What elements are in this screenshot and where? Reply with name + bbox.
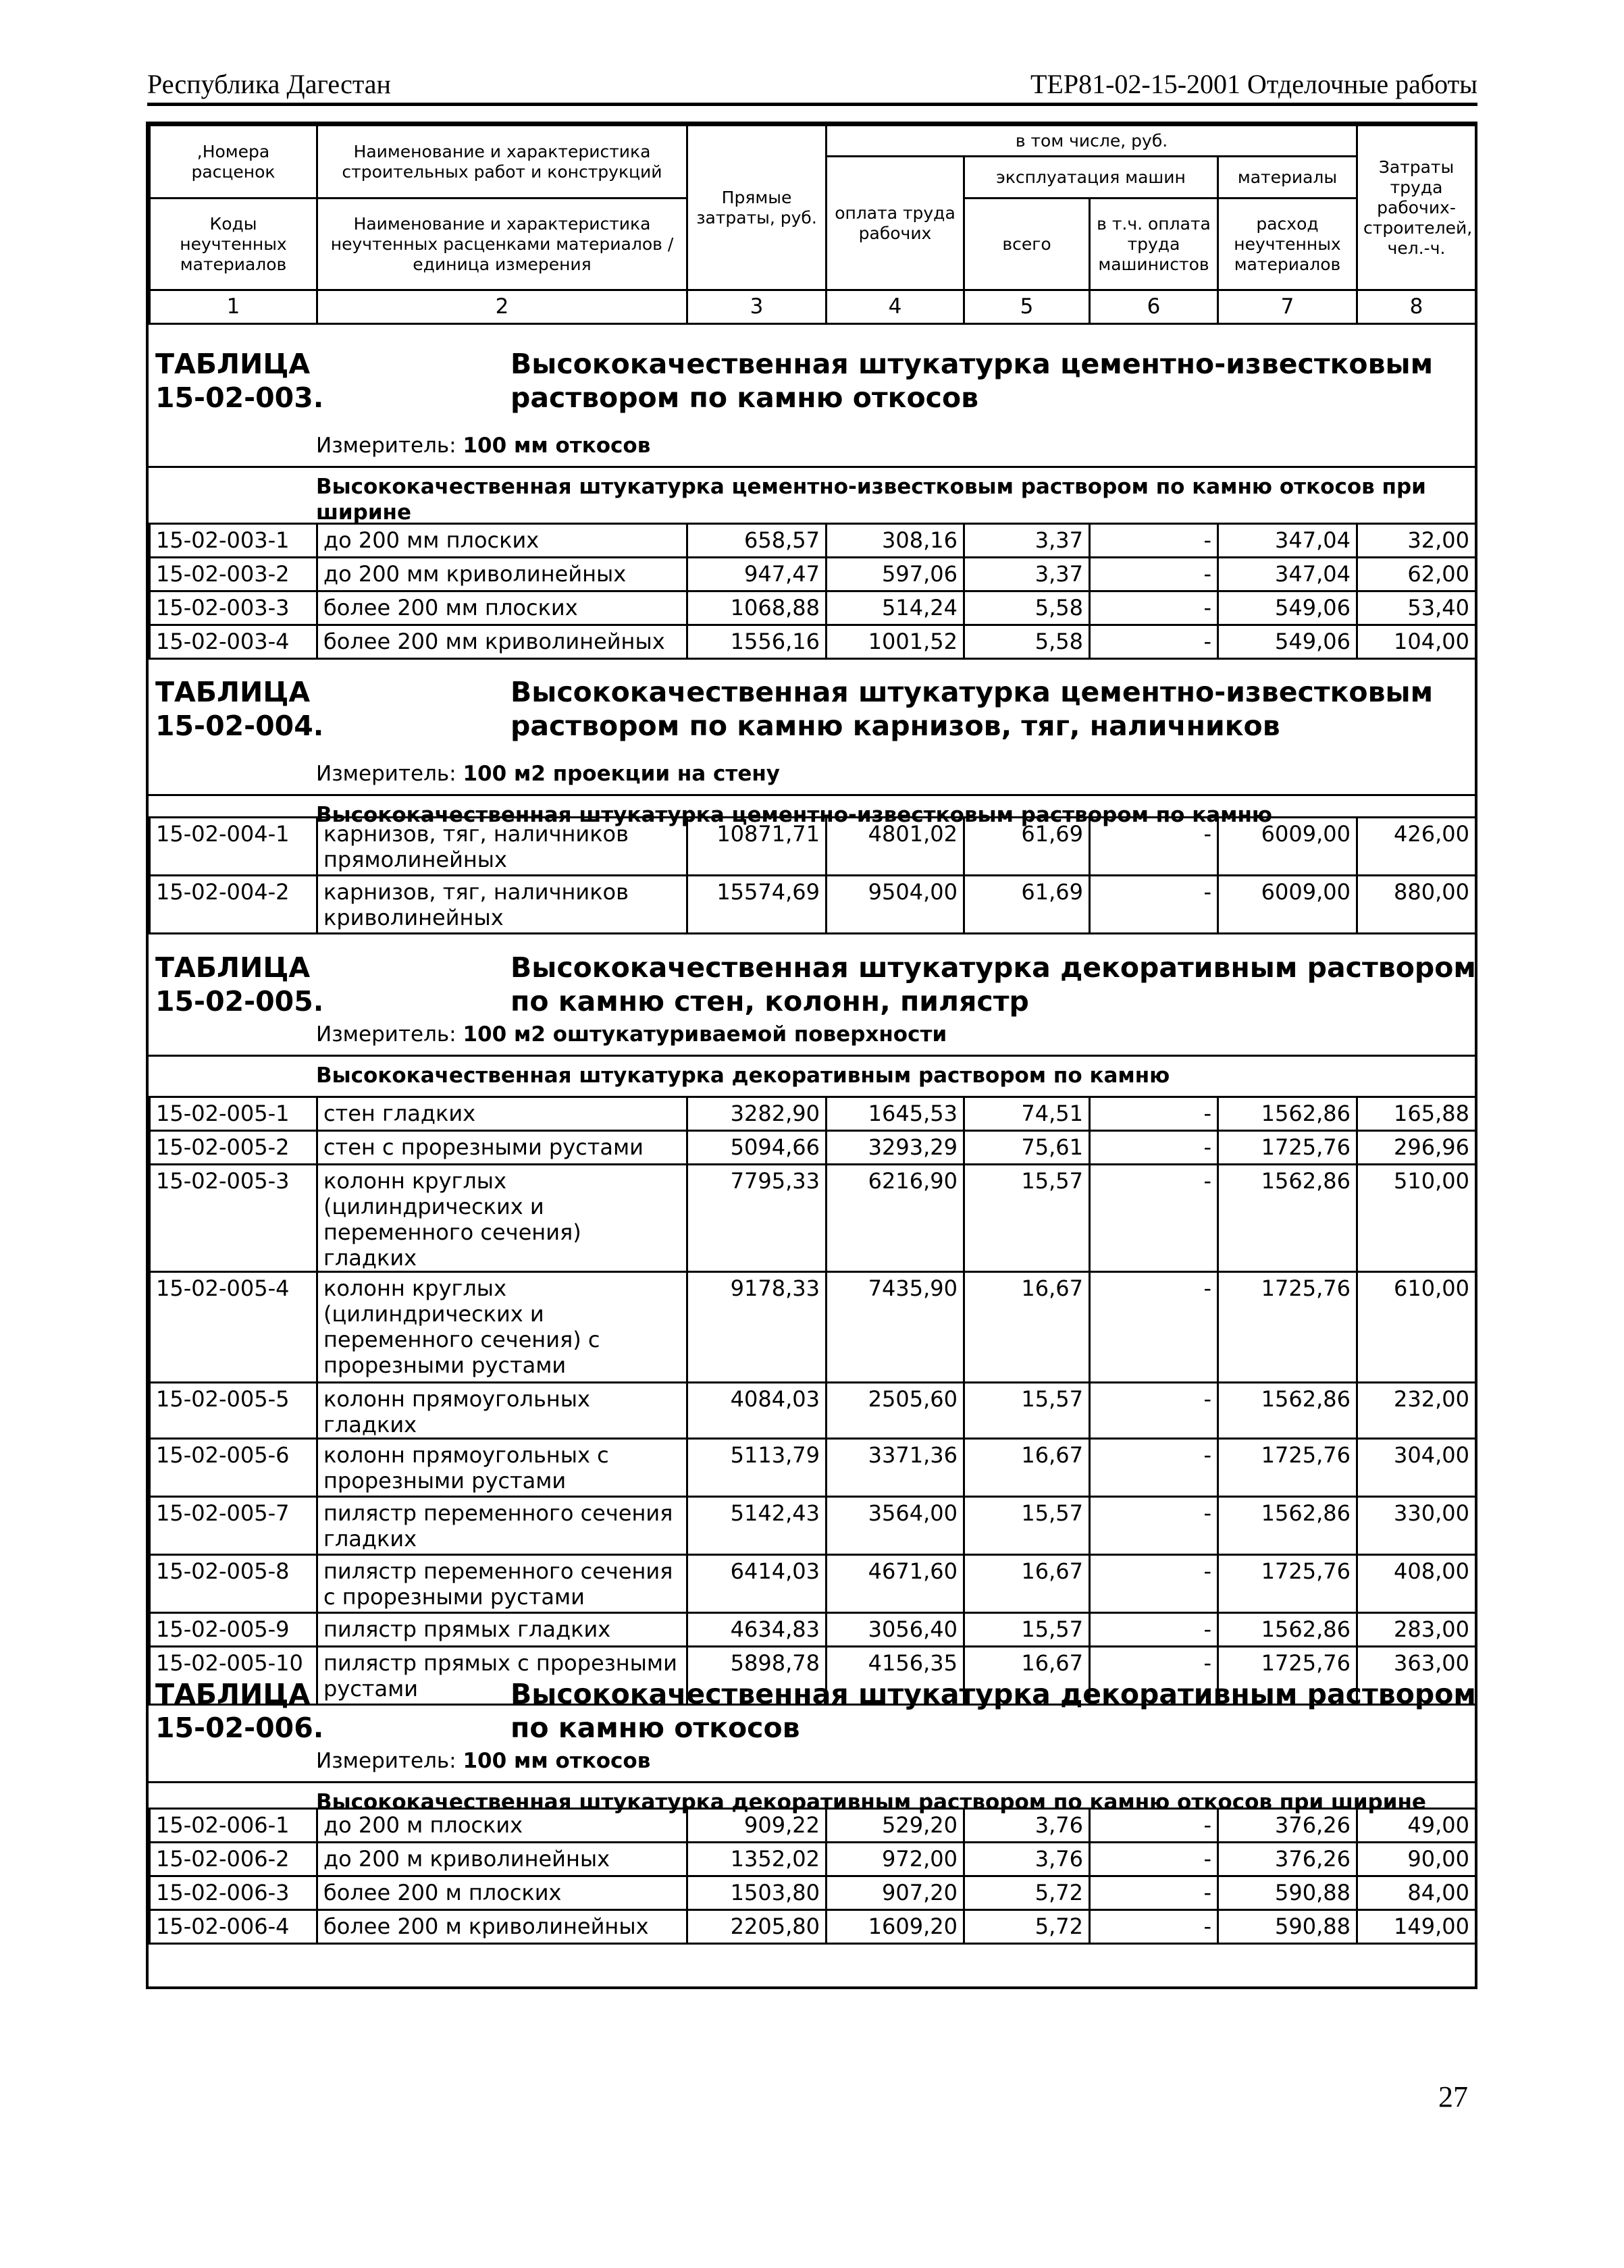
materials-cost: 549,06 (1218, 591, 1357, 625)
running-head-left: Республика Дагестан (147, 69, 391, 99)
machine-cost: 61,69 (964, 818, 1090, 876)
direct-cost: 2205,80 (687, 1910, 827, 1944)
operator-cost: - (1090, 1843, 1218, 1876)
rate-code: 15-02-005-8 (150, 1555, 317, 1613)
labor-hours: 296,96 (1357, 1131, 1476, 1165)
operator-cost: - (1090, 1131, 1218, 1165)
work-name: более 200 м криволинейных (317, 1910, 687, 1944)
direct-cost: 5113,79 (687, 1439, 827, 1497)
machine-cost: 5,72 (964, 1910, 1090, 1944)
operator-cost: - (1090, 1165, 1218, 1272)
machine-cost: 15,57 (964, 1165, 1090, 1272)
rate-code: 15-02-006-2 (150, 1843, 317, 1876)
work-name: более 200 м плоских (317, 1876, 687, 1910)
table-row (150, 1165, 1476, 1272)
meter-value: 100 мм откосов (463, 1749, 651, 1773)
materials-cost: 6009,00 (1218, 818, 1357, 876)
table-row (150, 1439, 1476, 1497)
table-row (150, 1555, 1476, 1613)
machine-cost: 16,67 (964, 1439, 1090, 1497)
col-number: 1 (150, 290, 317, 324)
materials-cost: 376,26 (1218, 1843, 1357, 1876)
machine-cost: 3,76 (964, 1843, 1090, 1876)
operator-cost: - (1090, 1272, 1218, 1383)
direct-cost: 1352,02 (687, 1843, 827, 1876)
machine-cost: 16,67 (964, 1555, 1090, 1613)
labor-cost: 4801,02 (827, 818, 964, 876)
labor-hours: 283,00 (1357, 1613, 1476, 1647)
materials-cost: 1562,86 (1218, 1613, 1357, 1647)
meter-value: 100 м2 проекции на стену (463, 762, 780, 786)
header-group: в том числе, руб. (827, 126, 1357, 157)
meter-label: Измеритель: (316, 433, 456, 458)
header-col1-bottom: Коды неучтенных материалов (150, 199, 317, 290)
materials-cost: 347,04 (1218, 558, 1357, 591)
work-name: более 200 мм криволинейных (317, 625, 687, 659)
rate-code: 15-02-005-6 (150, 1439, 317, 1497)
page-number: 27 (1438, 2080, 1468, 2113)
work-name: пилястр прямых с прорезными рустами (317, 1647, 687, 1705)
rate-code: 15-02-005-9 (150, 1613, 317, 1647)
rate-table (149, 1808, 1477, 1945)
rate-code: 15-02-006-4 (150, 1910, 317, 1944)
labor-hours: 62,00 (1357, 558, 1476, 591)
work-name: до 200 м криволинейных (317, 1843, 687, 1876)
machine-cost: 61,69 (964, 876, 1090, 934)
work-name: пилястр прямых гладких (317, 1613, 687, 1647)
running-head (147, 62, 1477, 106)
table-row (150, 591, 1476, 625)
materials-cost: 1562,86 (1218, 1497, 1357, 1555)
header-col6: в т.ч. оплата труда машинистов (1090, 199, 1218, 290)
labor-cost: 7435,90 (827, 1272, 964, 1383)
labor-hours: 49,00 (1357, 1809, 1476, 1843)
table-row (150, 1497, 1476, 1555)
work-name: стен гладких (317, 1097, 687, 1131)
direct-cost: 4634,83 (687, 1613, 827, 1647)
rate-code: 15-02-004-2 (150, 876, 317, 934)
table-row (150, 876, 1476, 934)
table-subheading: Высококачественная штукатурка декоративным раствором по камню (316, 1063, 1170, 1088)
table-title (155, 951, 1476, 1018)
operator-cost: - (1090, 524, 1218, 558)
materials-cost: 6009,00 (1218, 876, 1357, 934)
labor-hours: 408,00 (1357, 1555, 1476, 1613)
materials-cost: 347,04 (1218, 524, 1357, 558)
table-meter (316, 1022, 947, 1047)
labor-hours: 84,00 (1357, 1876, 1476, 1910)
operator-cost: - (1090, 1647, 1218, 1705)
operator-cost: - (1090, 1613, 1218, 1647)
rate-table (149, 1096, 1477, 1706)
operator-cost: - (1090, 1383, 1218, 1439)
header-col8: Затраты труда рабочих-строителей, чел.-ч. (1357, 126, 1476, 290)
table-caption: Высококачественная штукатурка цементно-известковым раствором по камню карнизов, тяг, наличников (510, 676, 1434, 742)
labor-cost: 1645,53 (827, 1097, 964, 1131)
labor-hours: 104,00 (1357, 625, 1476, 659)
col-number: 5 (964, 290, 1090, 324)
operator-cost: - (1090, 625, 1218, 659)
operator-cost: - (1090, 1809, 1218, 1843)
col-number: 4 (827, 290, 964, 324)
header-col3: Прямые затраты, руб. (687, 126, 827, 290)
materials-cost: 1725,76 (1218, 1555, 1357, 1613)
meter-label: Измеритель: (316, 1022, 456, 1047)
header-col4: оплата труда рабочих (827, 157, 964, 290)
header-col2-bottom: Наименование и характеристика неучтенных расценками материалов / единица измерения (317, 199, 687, 290)
materials-cost: 590,88 (1218, 1910, 1357, 1944)
work-name: карнизов, тяг, наличников прямолинейных (317, 818, 687, 876)
materials-cost: 376,26 (1218, 1809, 1357, 1843)
direct-cost: 1068,88 (687, 591, 827, 625)
labor-cost: 4156,35 (827, 1647, 964, 1705)
labor-cost: 3293,29 (827, 1131, 964, 1165)
labor-cost: 4671,60 (827, 1555, 964, 1613)
operator-cost: - (1090, 1439, 1218, 1497)
rate-code: 15-02-003-2 (150, 558, 317, 591)
machine-cost: 15,57 (964, 1383, 1090, 1439)
labor-cost: 907,20 (827, 1876, 964, 1910)
document-frame (146, 122, 1477, 1989)
labor-hours: 232,00 (1357, 1383, 1476, 1439)
rate-code: 15-02-005-1 (150, 1097, 317, 1131)
machine-cost: 15,57 (964, 1497, 1090, 1555)
col-number: 3 (687, 290, 827, 324)
work-name: колонн прямоугольных с прорезными рустами (317, 1439, 687, 1497)
direct-cost: 10871,71 (687, 818, 827, 876)
operator-cost: - (1090, 591, 1218, 625)
rate-code: 15-02-006-3 (150, 1876, 317, 1910)
rate-table (149, 523, 1477, 660)
work-name: колонн прямоугольных гладких (317, 1383, 687, 1439)
operator-cost: - (1090, 1876, 1218, 1910)
work-name: пилястр переменного сечения гладких (317, 1497, 687, 1555)
labor-hours: 330,00 (1357, 1497, 1476, 1555)
direct-cost: 3282,90 (687, 1097, 827, 1131)
labor-cost: 529,20 (827, 1809, 964, 1843)
rate-code: 15-02-003-4 (150, 625, 317, 659)
table-row (150, 558, 1476, 591)
header-col2-top: Наименование и характеристика строительных работ и конструкций (317, 126, 687, 199)
direct-cost: 6414,03 (687, 1555, 827, 1613)
machine-cost: 75,61 (964, 1131, 1090, 1165)
table-caption: Высококачественная штукатурка цементно-известковым раствором по камню откосов (510, 348, 1434, 414)
table-meter (316, 433, 650, 458)
labor-cost: 1609,20 (827, 1910, 964, 1944)
table-row (150, 1876, 1476, 1910)
rate-table (149, 816, 1477, 934)
labor-hours: 426,00 (1357, 818, 1476, 876)
operator-cost: - (1090, 1097, 1218, 1131)
rate-code: 15-02-005-7 (150, 1497, 317, 1555)
materials-cost: 590,88 (1218, 1876, 1357, 1910)
table-number: ТАБЛИЦА 15-02-006. (155, 1678, 324, 1744)
rate-code: 15-02-003-1 (150, 524, 317, 558)
table-subheading: Высококачественная штукатурка декоративным раствором по камню откосов при ширине (316, 1790, 1426, 1814)
operator-cost: - (1090, 1910, 1218, 1944)
labor-hours: 165,88 (1357, 1097, 1476, 1131)
meter-label: Измеритель: (316, 1749, 456, 1773)
work-name: колонн круглых (цилиндрических и переменного сечения) гладких (317, 1165, 687, 1272)
machine-cost: 15,57 (964, 1613, 1090, 1647)
labor-cost: 2505,60 (827, 1383, 964, 1439)
labor-cost: 3056,40 (827, 1613, 964, 1647)
direct-cost: 5898,78 (687, 1647, 827, 1705)
header-col5: всего (964, 199, 1090, 290)
table-row (150, 1097, 1476, 1131)
machine-cost: 3,37 (964, 558, 1090, 591)
direct-cost: 909,22 (687, 1809, 827, 1843)
table-row (150, 1613, 1476, 1647)
running-head-right: ТЕР81-02-15-2001 Отделочные работы (1030, 69, 1477, 99)
labor-cost: 1001,52 (827, 625, 964, 659)
rate-code: 15-02-005-2 (150, 1131, 317, 1165)
machine-cost: 5,58 (964, 625, 1090, 659)
table-caption: Высококачественная штукатурка декоративным раствором по камню стен, колонн, пилястр (510, 951, 1476, 1018)
table-subheading: Высококачественная штукатурка цементно-известковым раствором по камню (316, 803, 1273, 827)
operator-cost: - (1090, 1555, 1218, 1613)
labor-hours: 149,00 (1357, 1910, 1476, 1944)
direct-cost: 1556,16 (687, 625, 827, 659)
section-divider (149, 1055, 1475, 1057)
meter-value: 100 м2 оштукатуриваемой поверхности (463, 1022, 947, 1047)
operator-cost: - (1090, 558, 1218, 591)
operator-cost: - (1090, 818, 1218, 876)
direct-cost: 7795,33 (687, 1165, 827, 1272)
machine-cost: 5,58 (964, 591, 1090, 625)
labor-cost: 9504,00 (827, 876, 964, 934)
table-caption: Высококачественная штукатурка декоративным раствором по камню откосов (510, 1678, 1476, 1744)
work-name: более 200 мм плоских (317, 591, 687, 625)
table-meter (316, 1749, 650, 1773)
table-row (150, 818, 1476, 876)
work-name: пилястр переменного сечения с прорезными рустами (317, 1555, 687, 1613)
direct-cost: 947,47 (687, 558, 827, 591)
labor-cost: 3371,36 (827, 1439, 964, 1497)
header-col1-top: ,Номера расценок (150, 126, 317, 199)
section-divider (149, 466, 1475, 468)
materials-cost: 549,06 (1218, 625, 1357, 659)
table-number: ТАБЛИЦА 15-02-003. (155, 348, 324, 414)
labor-hours: 32,00 (1357, 524, 1476, 558)
meter-value: 100 мм откосов (463, 433, 651, 458)
materials-cost: 1562,86 (1218, 1165, 1357, 1272)
table-row (150, 625, 1476, 659)
rate-code: 15-02-005-10 (150, 1647, 317, 1705)
table-title (155, 347, 1434, 415)
col-number: 8 (1357, 290, 1476, 324)
machine-cost: 3,37 (964, 524, 1090, 558)
section-divider (149, 794, 1475, 796)
machine-cost: 3,76 (964, 1809, 1090, 1843)
work-name: до 200 м плоских (317, 1809, 687, 1843)
work-name: до 200 мм плоских (317, 524, 687, 558)
machine-cost: 74,51 (964, 1097, 1090, 1131)
work-name: до 200 мм криволинейных (317, 558, 687, 591)
labor-hours: 304,00 (1357, 1439, 1476, 1497)
meter-label: Измеритель: (316, 762, 456, 786)
labor-hours: 610,00 (1357, 1272, 1476, 1383)
rate-code: 15-02-004-1 (150, 818, 317, 876)
table-row (150, 1272, 1476, 1383)
rate-code: 15-02-006-1 (150, 1809, 317, 1843)
table-row (150, 1131, 1476, 1165)
operator-cost: - (1090, 1497, 1218, 1555)
direct-cost: 658,57 (687, 524, 827, 558)
table-row (150, 1910, 1476, 1944)
labor-cost: 597,06 (827, 558, 964, 591)
labor-hours: 880,00 (1357, 876, 1476, 934)
materials-cost: 1725,76 (1218, 1439, 1357, 1497)
direct-cost: 1503,80 (687, 1876, 827, 1910)
table-row (150, 1809, 1476, 1843)
rate-code: 15-02-005-4 (150, 1272, 317, 1383)
table-row (150, 1383, 1476, 1439)
header-machines: эксплуатация машин (964, 157, 1218, 199)
section-divider (149, 1781, 1475, 1783)
direct-cost: 4084,03 (687, 1383, 827, 1439)
table-title (155, 675, 1434, 743)
direct-cost: 5094,66 (687, 1131, 827, 1165)
rate-code: 15-02-003-3 (150, 591, 317, 625)
col-number: 7 (1218, 290, 1357, 324)
rate-code: 15-02-005-3 (150, 1165, 317, 1272)
labor-hours: 90,00 (1357, 1843, 1476, 1876)
table-meter (316, 762, 780, 786)
table-subheading: Высококачественная штукатурка цементно-известковым раствором по камню откосов при ширине (316, 475, 1426, 525)
col-number: 2 (317, 290, 687, 324)
direct-cost: 9178,33 (687, 1272, 827, 1383)
direct-cost: 5142,43 (687, 1497, 827, 1555)
machine-cost: 16,67 (964, 1647, 1090, 1705)
work-name: стен с прорезными рустами (317, 1131, 687, 1165)
table-row (150, 524, 1476, 558)
work-name: карнизов, тяг, наличников криволинейных (317, 876, 687, 934)
header-materials: материалы (1218, 157, 1357, 199)
materials-cost: 1562,86 (1218, 1383, 1357, 1439)
materials-cost: 1725,76 (1218, 1647, 1357, 1705)
machine-cost: 16,67 (964, 1272, 1090, 1383)
operator-cost: - (1090, 876, 1218, 934)
table-row (150, 1843, 1476, 1876)
materials-cost: 1562,86 (1218, 1097, 1357, 1131)
rate-code: 15-02-005-5 (150, 1383, 317, 1439)
materials-cost: 1725,76 (1218, 1131, 1357, 1165)
direct-cost: 15574,69 (687, 876, 827, 934)
table-title (155, 1677, 1476, 1745)
header-col7: расход неучтенных материалов (1218, 199, 1357, 290)
labor-cost: 6216,90 (827, 1165, 964, 1272)
labor-cost: 308,16 (827, 524, 964, 558)
work-name: колонн круглых (цилиндрических и переменного сечения) с прорезными рустами (317, 1272, 687, 1383)
labor-hours: 510,00 (1357, 1165, 1476, 1272)
labor-cost: 972,00 (827, 1843, 964, 1876)
machine-cost: 5,72 (964, 1876, 1090, 1910)
materials-cost: 1725,76 (1218, 1272, 1357, 1383)
labor-hours: 53,40 (1357, 591, 1476, 625)
labor-cost: 3564,00 (827, 1497, 964, 1555)
labor-cost: 514,24 (827, 591, 964, 625)
col-number: 6 (1090, 290, 1218, 324)
table-number: ТАБЛИЦА 15-02-004. (155, 676, 324, 742)
labor-hours: 363,00 (1357, 1647, 1476, 1705)
table-number: ТАБЛИЦА 15-02-005. (155, 951, 324, 1018)
column-header (149, 124, 1477, 325)
